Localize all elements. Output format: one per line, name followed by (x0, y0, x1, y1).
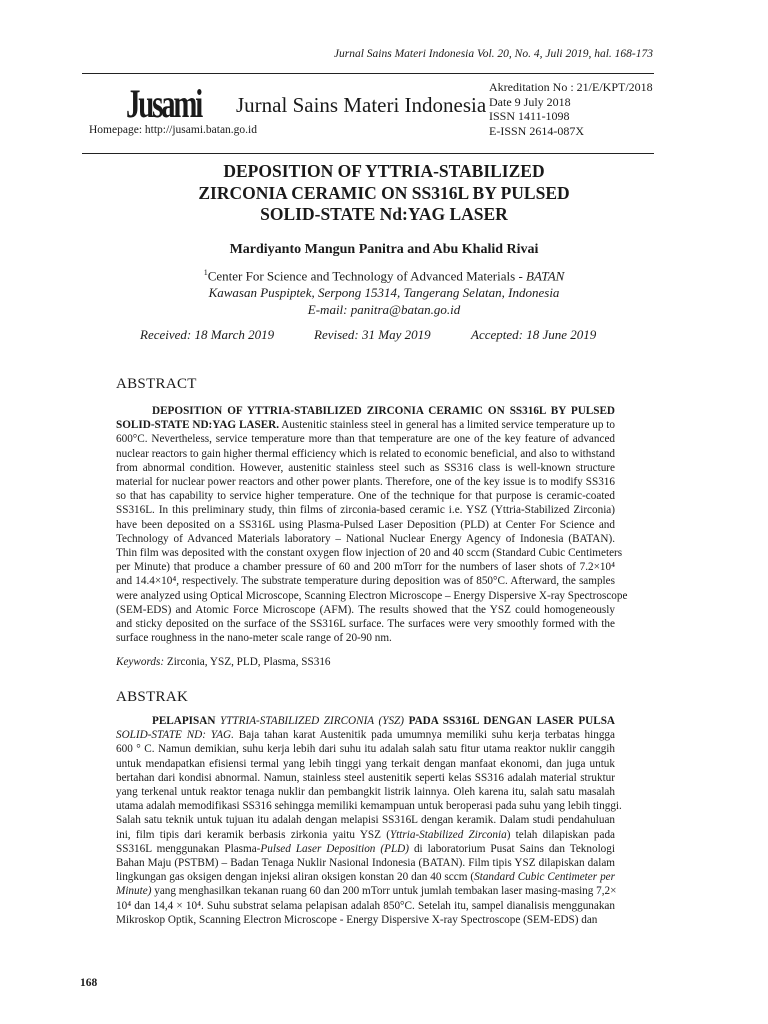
abstract-line: from abnormal condition. However, austenitic stainless steel such as SS316 class is well-known structure (116, 461, 615, 474)
abstrak-line: ini, film tipis dari keramik berbasis zirkonia yaitu YSZ (Yttria-Stabilized Zirconia) telah dilapiskan pada (116, 828, 616, 841)
affiliation-block (100, 264, 668, 318)
abstract-line: material for nuclear power reactors and other power plants. Therefore, one of the key issue is to modify SS316 (116, 476, 615, 489)
abstrak-line: PELAPISAN YTTRIA-STABILIZED ZIRCONIA (YSZ) PADA SS316L DENGAN LASER PULSA (152, 715, 616, 727)
abstrak-line: SS316L menggunakan Plasma-Pulsed Laser Deposition (PLD) di laboratorium Pusat Sains dan Teknologi (116, 842, 615, 855)
abstract-line: Technology of Advanced Materials laboratory – National Nuclear Energy Agency of Indonesia (BATAN). (116, 532, 615, 545)
affiliation-center: Center For Science and Technology of Advanced Materials - (207, 268, 527, 284)
title-line: DEPOSITION OF YTTRIA-STABILIZED (223, 161, 545, 181)
abstrak-line: lingkungan gas oksigen dengan injeksi aliran oksigen konstan 20 dan 40 sccm (Standard Cubic Centimeter per (116, 871, 615, 884)
abstract-line: SS316L. In this preliminary study, thin films of zirconia-based ceramic i.e. YSZ (Yttria-Stabilized Zirconia) (116, 504, 615, 517)
affiliation-institute: BATAN (526, 268, 565, 284)
abstract-line: Thin film was deposited with the constant oxygen flow injection of 20 and 40 sccm (Standard Cubic Centimeters (116, 547, 623, 560)
affiliation-superscript: 1 (203, 268, 208, 277)
abstract-line: nuclear reactors to gain higher thermal efficiency which is related to economic beneficial, and also to withstand (116, 447, 616, 460)
abstract-line: and 14.4×10⁴, respectively. The substrate temperature during deposition was of 850°C. Afterward, the samples (116, 575, 615, 588)
abstrak-line: 600 ° C. Namun demikian, suhu kerja lebih dari suhu itu adalah salah satu fitur utama reaktor nuklir canggih (116, 743, 615, 756)
journal-homepage[interactable]: Homepage: http://jusami.batan.go.id (89, 124, 257, 136)
abstrak-heading: ABSTRAK (116, 689, 189, 705)
keywords-label: Keywords: (116, 656, 165, 668)
abstrak-line: 10⁴ dan 14,4 × 10⁴. Suhu substrat selama pelapisan adalah 850°C. Setelah itu, sampel dianalisis menggunakan (116, 899, 615, 912)
abstrak-line: Mikroskop Optik, Scanning Electron Microscope - Energy Dispersive X-ray Spectroscope (SEM-EDS) dan (116, 913, 598, 926)
page-number: 168 (80, 977, 98, 989)
abstrak-line: bertahan dari kondisi abnormal. Namun, stainless steel austenitik seperti kelas SS316 adalah material struktur (116, 771, 615, 784)
header-rule-bottom (82, 153, 654, 154)
abstrak-line: utama adalah memodifikasi SS316 sehingga memiliki kemampuan untuk beroperasi pada suhu yang lebih tinggi. (116, 800, 622, 813)
address: Kawasan Puspiptek, Serpong 15314, Tangerang Selatan, Indonesia (208, 285, 560, 301)
authors: Mardiyanto Mangun Panitra and Abu Khalid Rivai (229, 242, 539, 257)
affiliation (100, 264, 668, 284)
abstract-line: 600°C. Nevertheless, service temperature more than that temperature are one of the key feature of advanced (116, 433, 615, 446)
title-line: SOLID-STATE Nd:YAG LASER (260, 204, 508, 224)
abstrak-line: Bahan Maju (PSTBM) – Badan Tenaga Nuklir Nasional Indonesia (BATAN). Film tipis YSZ dilapiskan dalam (116, 857, 615, 870)
abstrak-line: yang terkenal untuk reaktor tenaga nuklir dan pembangkit listrik lainnya. Oleh karena itu, salah satu masalah (116, 786, 615, 799)
abstract-line: per Minute) that produce a chamber pressure of 60 and 200 mTorr for the numbers of laser shots of 7.2×10⁴ (116, 561, 615, 574)
abstract-line: have been deposited on a SS316L using Plasma-Pulsed Laser Deposition (PLD) at Center For Science and (116, 518, 615, 531)
abstract-paragraph (116, 404, 628, 645)
revised-date: Revised: 31 May 2019 (314, 327, 431, 342)
abstrak-line: Minute) yang menghasilkan tekanan ruang 60 dan 200 mTorr untuk jumlah tembakan laser masing-masing 7,2× (116, 885, 617, 898)
abstrak-line: SOLID-STATE ND: YAG. Baja tahan karat Austenitik pada umumnya memiliki suhu kerja terbatas hingga (116, 729, 615, 742)
abstrak-line: Salah satu teknik untuk tujuan itu adalah dengan melapisi SS316L dengan keramik. Dalam studi pendahuluan (116, 814, 615, 827)
abstract-line: DEPOSITION OF YTTRIA-STABILIZED ZIRCONIA CERAMIC ON SS316L BY PULSED (152, 405, 615, 417)
email[interactable]: E-mail: panitra@batan.go.id (307, 302, 461, 318)
accreditation-number: Akreditation No : 21/E/KPT/2018 (489, 80, 653, 94)
journal-logo: Jusami (126, 81, 202, 126)
accreditation-date: Date 9 July 2018 (489, 94, 571, 109)
abstract-line: surface roughness in the nano-meter scale range of 20-90 nm. (116, 632, 392, 645)
running-head: Jurnal Sains Materi Indonesia Vol. 20, No. 4, Juli 2019, hal. 168-173 (333, 48, 653, 60)
abstrak-paragraph (116, 714, 622, 927)
abstract-heading: ABSTRACT (116, 376, 197, 392)
abstract-line: were analyzed using Optical Microscope, Scanning Electron Microscope – Energy Dispersive X-ray Spectroscope (116, 589, 628, 602)
abstract-line: and sticky deposited on the surface of the SS316L surface. The surfaces were very smoothly formed with the (116, 618, 615, 631)
accepted-date: Accepted: 18 June 2019 (471, 327, 597, 342)
keywords-list: Zirconia, YSZ, PLD, Plasma, SS316 (164, 656, 331, 668)
issn: ISSN 1411-1098 (489, 109, 570, 123)
keywords (116, 656, 331, 668)
abstrak-line: untuk mendapatkan efisiensi termal yang lebih tinggi yang terkait dengan manfaat ekonomi, dan juga untuk (116, 757, 615, 770)
title-line: ZIRCONIA CERAMIC ON SS316L BY PULSED (198, 182, 570, 203)
abstract-line: (SEM-EDS) and Atomic Force Microscope (AFM). The results showed that the YSZ could homogeneously (116, 603, 615, 616)
accreditation-block (489, 80, 653, 138)
e-issn: E-ISSN 2614-087X (489, 123, 584, 138)
received-date: Received: 18 March 2019 (140, 327, 275, 342)
article-title (100, 161, 668, 226)
abstract-line: SOLID-STATE ND:YAG LASER. Austenitic stainless steel in general has a limited service temperature up to (116, 419, 615, 432)
abstract-line: so that has capability to service higher temperature. One of the technique for that purpose is ceramic-coated (116, 490, 615, 503)
journal-name: Jurnal Sains Materi Indonesia (236, 93, 487, 117)
header-rule-top (82, 73, 654, 74)
